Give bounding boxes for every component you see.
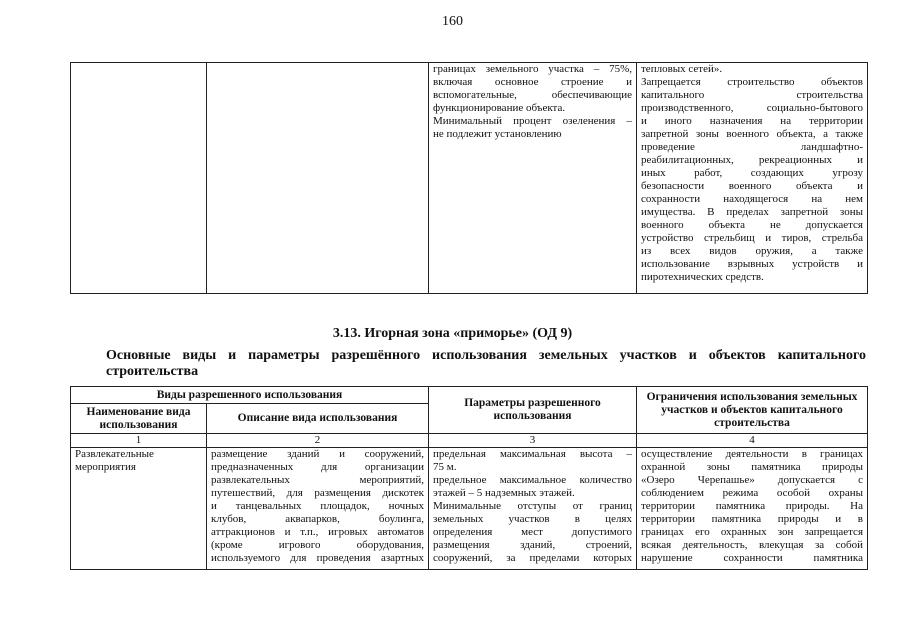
land-use-table [70, 386, 868, 570]
text-line: запретной зоны военного объекта, а также [641, 128, 863, 140]
text-line: нарушение сохранности памятника [641, 552, 863, 564]
header-name: Наименование вида использования [71, 404, 207, 434]
text-line: земельных участков в целях [433, 513, 632, 525]
text-line: территории памятника природы. На [641, 500, 863, 512]
text-line: предельное максимальное количество [433, 474, 632, 486]
header-group-permitted-uses: Виды разрешенного использования [71, 387, 429, 404]
cell-parameters [429, 63, 637, 294]
table-row [71, 448, 868, 570]
text-line: пиротехнических средств. [641, 271, 764, 283]
text-line: охранной зоны памятника природы [641, 461, 863, 473]
text-line: клубов, аквапарков, боулинга, [211, 513, 424, 525]
text-line: проведение ландшафтно- [641, 141, 863, 153]
text-line: границах земельного участка – 75%, [433, 63, 632, 75]
cell-description [207, 448, 429, 570]
section-title: 3.13. Игорная зона «приморье» (ОД 9) [332, 326, 573, 341]
header-description: Описание вида использования [207, 404, 429, 434]
text-line: границах его охранных зон запрещается [641, 526, 863, 538]
text-line: включая основное строение и [433, 76, 632, 88]
text-line: не подлежит установлению [433, 128, 562, 140]
text-line: определения мест допустимого [433, 526, 632, 538]
text-line: путешествий, для размещения дискотек [211, 487, 424, 499]
text-line: безопасности военного объекта и [641, 180, 863, 192]
text-line: (кроме игрового оборудования, [211, 539, 424, 551]
text-line: сооружений, за пределами которых [433, 552, 632, 564]
text-line: Минимальные отступы от границ [433, 500, 632, 512]
text-line: военного объекта не допускается [641, 219, 863, 231]
text-line: предназначенных для организации [211, 461, 424, 473]
text-line: осуществление деятельности в границах [641, 448, 863, 460]
text-line: всякая деятельность, влекущая за собой [641, 539, 863, 551]
text-line: имущества. В пределах запретной зоны [641, 206, 863, 218]
text-line: и иного назначения на территории [641, 115, 863, 127]
text-line: устройство стрельбищ и тиров, стрельба [641, 232, 863, 244]
text-line: «Озеро Черепашье» допускается с [641, 474, 863, 486]
cell-description [207, 63, 429, 294]
column-number: 2 [207, 434, 429, 448]
text-line: Минимальный процент озеленения – [433, 115, 632, 127]
text-line: из всех видов оружия, а также [641, 245, 863, 257]
text-line: функционирование объекта. [433, 102, 566, 114]
text-line: развлекательных мероприятий, [211, 474, 424, 486]
text-line: тепловых сетей». [641, 63, 723, 75]
cell-parameters [429, 448, 637, 570]
text-line: размещение зданий и сооружений, [211, 448, 424, 460]
text-line: размещения зданий, строений, [433, 539, 632, 551]
column-number: 3 [429, 434, 637, 448]
header-restrictions: Ограничения использования земельных участков и объектов капитального строительства [637, 387, 868, 434]
header-parameters: Параметры разрешенного использования [429, 387, 637, 434]
text-line: предельная максимальная высота – [433, 448, 632, 460]
text-line: сохранности находящегося на нем [641, 193, 863, 205]
text-line: использование взрывных устройств и [641, 258, 863, 270]
cell-name: Развлекательные мероприятия [71, 448, 207, 570]
text-line: соблюдением режима особой охраны [641, 487, 863, 499]
column-number: 1 [71, 434, 207, 448]
text-line: используемого для проведения азартных [211, 552, 424, 564]
text-line: 75 м. [433, 461, 457, 473]
page-number: 160 [442, 14, 463, 29]
text-line: Запрещается строительство объектов [641, 76, 863, 88]
text-line: иных работ, создающих угрозу [641, 167, 863, 179]
text-line: вспомогательные, обеспечивающие [433, 89, 632, 101]
section-subtitle: Основные виды и параметры разрешённого использования земельных участков и объектов капитального строительства [106, 348, 866, 379]
text-line: и танцевальных площадок, ночных [211, 500, 424, 512]
cell-restrictions [637, 63, 868, 294]
continued-table [70, 62, 868, 294]
cell-restrictions [637, 448, 868, 570]
text-line: территории памятника природы и в [641, 513, 863, 525]
cell-name [71, 63, 207, 294]
text-line: капитального строительства [641, 89, 863, 101]
column-number: 4 [637, 434, 868, 448]
text-line: аттракционов и т.п., игровых автоматов [211, 526, 424, 538]
text-line: производственного, социально-бытового [641, 102, 863, 114]
text-line: этажей – 5 надземных этажей. [433, 487, 575, 499]
text-line: реабилитационных, рекреационных и [641, 154, 863, 166]
